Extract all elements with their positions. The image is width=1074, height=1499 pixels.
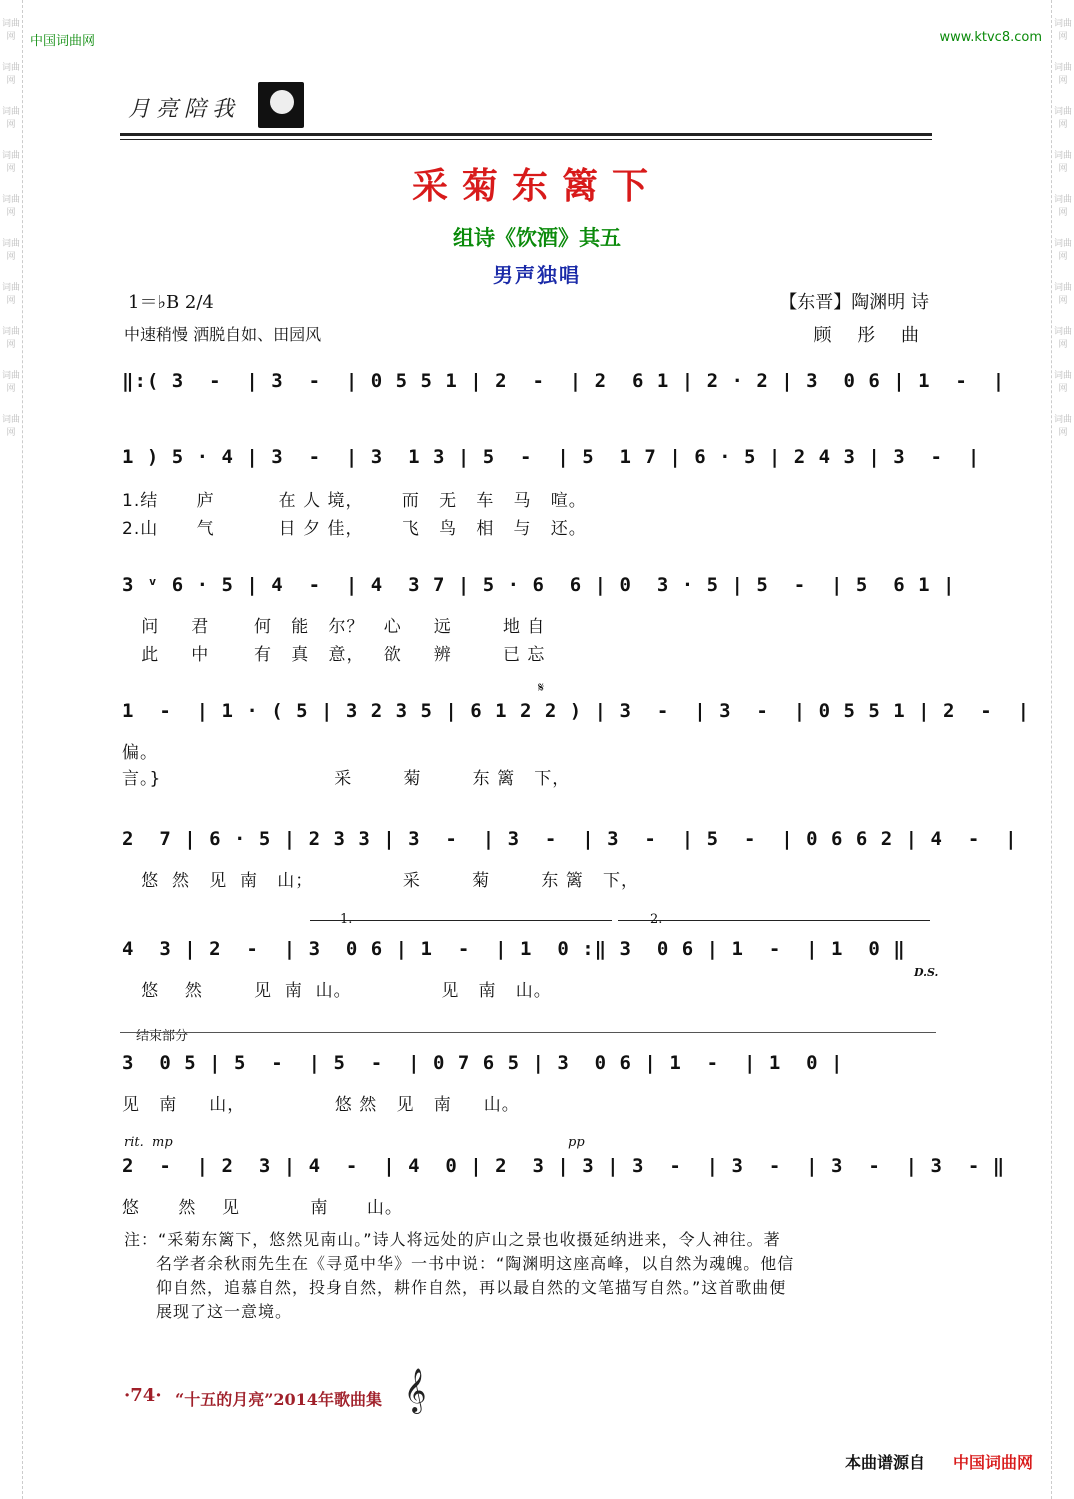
right-watermark-strip: 词曲网 词曲网 词曲网 词曲网 词曲网 词曲网 词曲网 词曲网 词曲网 词曲网 [1051, 0, 1074, 1499]
moon-logo-icon [258, 82, 304, 128]
composer-credit: 顾 彤 曲 [813, 325, 929, 346]
notation-line: 1 ) 5 · 4 | 3 - | 3 1 3 | 5 - | 5 1 7 | 6 · 5 | 2 4 3 | 3 - | [122, 446, 981, 468]
magazine-logo: 月亮陪我 [128, 97, 241, 122]
source-label: 本曲谱源自 [845, 1453, 926, 1472]
ending-rule [120, 1032, 936, 1033]
volta-bracket-2 [618, 920, 930, 921]
ds-marking: D.S. [914, 966, 939, 979]
volta-bracket-1 [310, 920, 612, 921]
pp-dynamic: pp [568, 1135, 585, 1150]
notation-line: 1 - | 1 · ( 5 | 3 2 3 5 | 6 1 2 2 ) | 3 - | 3 - | 0 5 5 1 | 2 - | [122, 700, 1031, 722]
header-rule [120, 133, 932, 136]
treble-clef-icon: 𝄞 [404, 1368, 427, 1412]
notation-line: 2 - | 2 3 | 4 - | 4 0 | 2 3 | 3 | 3 - | 3 - | 3 - | 3 - ‖ [122, 1155, 1006, 1177]
lyrics-line: 悠 然 见 南 山； 采 菊 东 篱 下， [122, 871, 639, 891]
annotation-note [124, 1228, 934, 1324]
lyrics-line: 言。} 采 菊 东 篱 下， [122, 769, 571, 789]
page-number: ·74· [124, 1385, 162, 1406]
lyrics-verse-1: 问 君 何 能 尔？ 心 远 地 自 [122, 617, 546, 637]
notation-line: 2 7 | 6 · 5 | 2 3 3 | 3 - | 3 - | 3 - | 5 - | 0 6 6 2 | 4 - | [122, 828, 1018, 850]
notation-line: 3 0 5 | 5 - | 5 - | 0 7 6 5 | 3 0 6 | 1 - | 1 0 | [122, 1052, 844, 1074]
book-title: “十五的月亮”2014年歌曲集 [175, 1390, 382, 1409]
volta-2-label: 2. [650, 912, 663, 927]
watermark-site-name[interactable]: 中国词曲网 [30, 34, 96, 49]
note-line: 展现了这一意境。 [156, 1302, 293, 1321]
song-title: 采菊东篱下 [411, 165, 662, 207]
lyrics-verse-2: 此 中 有 真 意， 欲 辨 已 忘 [122, 645, 546, 665]
lyrics-verse-2: 2.山 气 日 夕 佳， 飞 鸟 相 与 还。 [122, 519, 587, 539]
rit-marking: rit. [124, 1135, 144, 1150]
note-line: 注：“采菊东篱下，悠然见南山。”诗人将远处的庐山之景也收摄延纳进来，令人神往。著 [124, 1230, 781, 1249]
notation-line: 4 3 | 2 - | 3 0 6 | 1 - | 1 0 :‖ 3 0 6 | 1 - | 1 0 ‖ [122, 938, 906, 960]
note-line: 名学者余秋雨先生在《寻觅中华》一书中说：“陶渊明这座高峰，以自然为魂魄。他信 [156, 1254, 795, 1273]
note-line: 仰自然，追慕自然，投身自然，耕作自然，再以最自然的文笔描写自然。”这首歌曲便 [156, 1278, 787, 1297]
poet-credit: 【东晋】陶渊明 诗 [779, 292, 929, 313]
ending-section-label: 结束部分 [136, 1029, 189, 1044]
notation-line: ‖:( 3 - | 3 - | 0 5 5 1 | 2 - | 2 6 1 | 2 · 2 | 3 0 6 | 1 - | [122, 370, 1006, 392]
notation-line: 3 ᵛ 6 · 5 | 4 - | 4 3 7 | 5 · 6 6 | 0 3 · 5 | 5 - | 5 6 1 | [122, 574, 956, 596]
lyrics-line: 见 南 山， 悠 然 见 南 山。 [122, 1095, 520, 1115]
lyrics-line: 偏。 [122, 743, 158, 763]
watermark-site-url[interactable]: www.ktvc8.com [939, 30, 1042, 45]
lyrics-line: 悠 然 见 南 山。 见 南 山。 [122, 981, 552, 1001]
volta-1-label: 1. [340, 912, 353, 927]
header-rule-thin [120, 139, 932, 140]
lyrics-verse-1: 1.结 庐 在 人 境， 而 无 车 马 喧。 [122, 491, 587, 511]
song-subtitle: 组诗《饮酒》其五 [453, 225, 621, 250]
left-watermark-strip: 词曲网 词曲网 词曲网 词曲网 词曲网 词曲网 词曲网 词曲网 词曲网 词曲网 [0, 0, 23, 1499]
mp-dynamic: mp [152, 1135, 173, 1150]
performance-type: 男声独唱 [493, 263, 581, 287]
segno-icon: 𝄋 [538, 680, 545, 696]
tempo-marking: 中速稍慢 洒脱自如、田园风 [124, 325, 322, 344]
key-signature: 1＝♭B 2/4 [128, 292, 214, 313]
source-site[interactable]: 中国词曲网 [953, 1453, 1034, 1472]
lyrics-line: 悠 然 见 南 山。 [122, 1198, 403, 1218]
